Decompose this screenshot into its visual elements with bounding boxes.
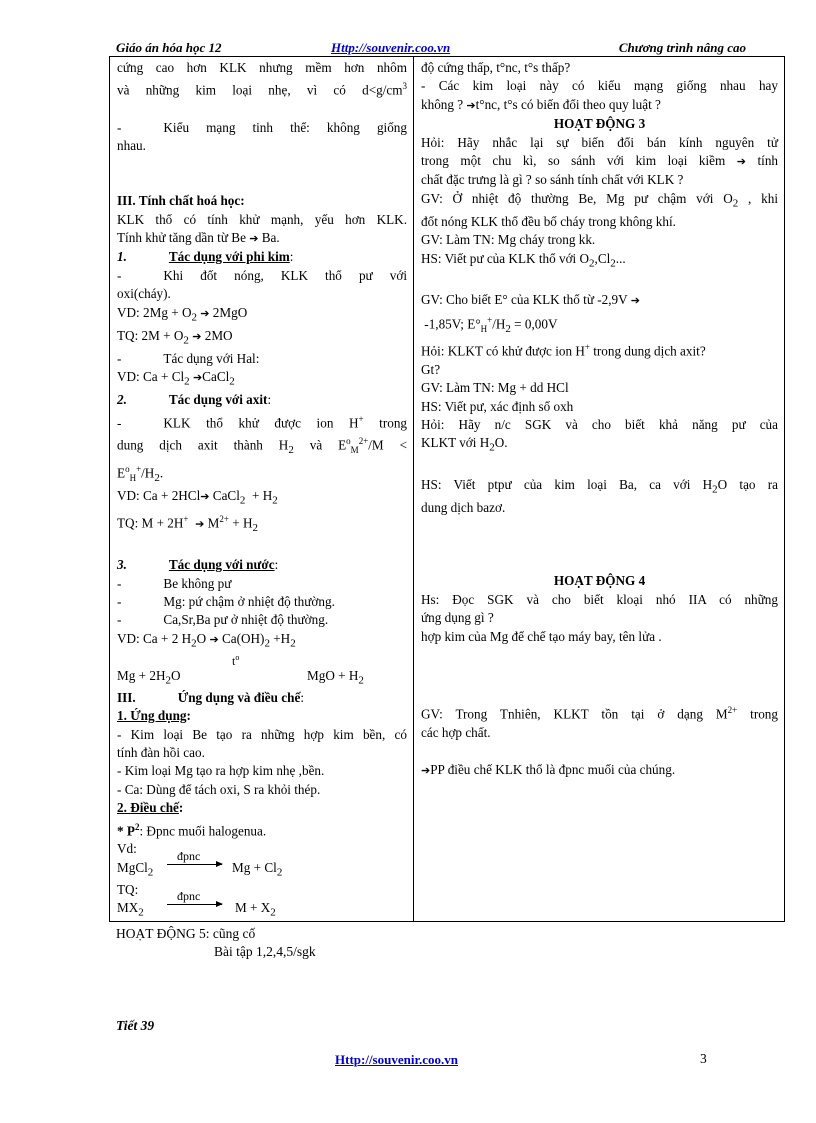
header-link[interactable]: Http://souvenir.coo.vn xyxy=(331,40,451,55)
text-line: - KLK thổ khử được ion H+ trong xyxy=(117,413,408,430)
list-item: - Mg: pứ chậm ở nhiệt độ thường. xyxy=(117,593,335,609)
equation: VD: $Ca + Cl_2$ ➔CaCl$_2$ xyxy=(117,369,235,388)
text-line: HS: Viết pư, xác định số oxh xyxy=(421,398,574,414)
equation: VD: $2Mg + O_2$ ➔ 2MgO xyxy=(117,304,248,324)
header-program: Chương trình nâng cao xyxy=(618,40,746,55)
subheading: 2. Điều chế: xyxy=(117,800,184,816)
subheading: 2. Tác dụng với axit: xyxy=(117,392,272,408)
text-line: ứng dụng gì ? xyxy=(421,610,494,626)
right-column xyxy=(414,57,785,922)
arrow-icon: ➔ xyxy=(192,330,202,343)
text-line: trong một chu kì, so sánh với kim loại kiềm ➔ tính xyxy=(421,153,779,169)
text-line: $E^o_H^+/H_2$. xyxy=(117,463,164,484)
header-title: Giáo án hóa học 12 xyxy=(116,40,222,55)
text-line: GV: Cho biết E° của KLK thổ từ -2,9V ➔ xyxy=(421,292,640,308)
text-line: -1,85V; $E^\circ_H^+/H_2 = 0,00V$ xyxy=(424,314,558,335)
arrow-icon: ➔ xyxy=(209,633,219,646)
text-line: không ? ➔t°nc, t°s có biến đổi theo quy luật ? xyxy=(421,96,661,112)
text-line: dung dịch axit thành $H_2$ và $E^o_M^{2+}/M$ < xyxy=(117,436,408,457)
text-line: các hợp chất. xyxy=(421,725,491,741)
activity-heading: HOẠT ĐỘNG 4 xyxy=(553,573,646,589)
text-line: - Khi đốt nóng, KLK thổ pư với xyxy=(117,267,407,283)
text-line: Hỏi: Hãy nhắc lại sự biến đổi bán kính nguyên tử xyxy=(421,134,778,150)
text-line: GV: Làm TN: Mg cháy trong kk. xyxy=(421,232,596,248)
text-line: nhau. xyxy=(117,138,146,153)
activity-heading: HOẠT ĐỘNG 3 xyxy=(553,116,646,132)
text-line: cứng cao hơn KLK nhưng mềm hơn nhôm xyxy=(117,60,407,75)
subheading: 1. Tác dụng với phi kim: xyxy=(117,249,294,265)
list-item: - Ca: Dùng để tách oxi, S ra khỏi thép. xyxy=(117,781,321,797)
text-line: KLK thổ có tính khử mạnh, yếu hơn KLK. xyxy=(117,211,407,227)
list-item: - Be không pư xyxy=(117,575,232,591)
section-heading: III. Tính chất hoá học: xyxy=(117,193,245,209)
arrow-icon: ➔ xyxy=(736,156,746,169)
equation: $MX_2$ đpnc $M + X_2$ xyxy=(117,889,276,919)
activity-5: HOẠT ĐỘNG 5: cũng cố xyxy=(116,926,256,941)
arrow-icon: ➔ xyxy=(421,764,431,777)
page-header xyxy=(116,40,746,56)
arrow-icon: ➔ xyxy=(200,491,210,504)
page-number: 3 xyxy=(700,1051,707,1066)
text-line: Tính khử tăng dần từ Be ➔ Ba. xyxy=(117,230,280,245)
text-line: dung dịch bazơ. xyxy=(421,499,506,515)
list-item: - Kim loại Mg tạo ra hợp kim nhẹ ,bền. xyxy=(117,763,325,779)
equation: TQ: M + 2H+ ➔ $M^{2+} + H_2$ xyxy=(117,514,258,535)
text-line: Hỏi: Hãy n/c SGK và cho biết khả năng pư của xyxy=(421,417,778,432)
text-line: HS: Viết ptpư của kim loại Ba, ca với $H_2O$ tạo ra xyxy=(421,476,778,496)
text-line: Gt? xyxy=(421,361,441,377)
footer-link[interactable]: Http://souvenir.coo.vn xyxy=(335,1052,459,1067)
lesson-number: Tiết 39 xyxy=(116,1018,155,1033)
text-line: GV: Ở nhiệt độ thường Be, Mg pư chậm với $O_2$ , khi xyxy=(421,190,778,210)
text-line: TQ: xyxy=(117,881,139,897)
text-line: GV: Trong Tnhiên, KLKT tồn tại ở dạng $M^{2+}$ trong xyxy=(421,705,778,722)
arrow-icon: ➔ xyxy=(466,99,476,112)
left-column xyxy=(110,57,414,922)
text-line: GV: Làm TN: Mg + dd HCl xyxy=(421,380,569,396)
equation: MgCl$_2$ đpnc $Mg + Cl_2$ xyxy=(117,848,283,879)
text-line: - Các kim loại này có kiểu mạng giống nhau hay xyxy=(421,78,778,94)
list-item: - Kim loại Be tạo ra những hợp kim bền, có xyxy=(117,726,407,742)
arrow-icon: ➔ xyxy=(630,295,640,308)
text-line: chất đặc trưng là gì ? so sánh tính chất với KLK ? xyxy=(421,172,684,188)
text-line: Vd: xyxy=(117,841,137,857)
list-item: - Ca,Sr,Ba pư ở nhiệt độ thường. xyxy=(117,612,329,628)
equation: VD: Ca + 2 $H_2O$ ➔ $Ca(OH)_2 +H_2$ xyxy=(117,630,296,650)
exercise-line: Bài tập 1,2,4,5/sgk xyxy=(214,944,316,959)
text-line: - Kiểu mạng tinh thể: không giống xyxy=(117,119,407,135)
equation: VD: Ca + 2HCl➔ CaCl$_2$ + $H_2$ xyxy=(117,488,278,507)
lesson-table xyxy=(109,56,785,922)
text-line: đốt nóng KLK thổ đều bố cháy trong không khí. xyxy=(421,213,676,229)
arrow-icon: ➔ xyxy=(195,518,205,531)
section-heading: III. Ứng dụng và điều chế: xyxy=(117,689,304,705)
text-line: oxi(cháy). xyxy=(117,286,171,302)
subheading: 3. Tác dụng với nước: xyxy=(117,557,279,573)
text-line: Hỏi: KLKT có khử được ion H+ trong dung dịch axit? xyxy=(421,341,706,359)
text-line: * $P^2$: Đpnc muối halogenua. xyxy=(117,821,267,839)
text-line: KLKT với $H_2O$. xyxy=(421,435,508,455)
text-line: hợp kim của Mg để chế tạo máy bay, tên lửa . xyxy=(421,628,662,644)
text-line: Hs: Đọc SGK và cho biết kloại nhó IIA có những xyxy=(421,591,778,607)
list-item: tính đàn hồi cao. xyxy=(117,745,205,761)
arrow-icon: ➔ xyxy=(200,307,210,320)
text-line: ➔PP điều chế KLK thổ là đpnc muối của chúng. xyxy=(421,761,676,777)
text-line: và những kim loại nhẹ, vì có $d<g/cm^3$ xyxy=(117,81,407,98)
text-line: HS: Viết pư của KLK thổ với $O_2,Cl_2$... xyxy=(421,250,626,270)
equation: $t^o$ $Mg + 2H_2O$ MgO + $H_2$ xyxy=(117,652,364,687)
arrow-icon: ➔ xyxy=(249,233,259,245)
text-line: - Tác dụng với Hal: xyxy=(117,350,260,366)
arrow-icon: ➔ xyxy=(192,372,203,385)
equation: TQ: $2M + O_2$ ➔ 2MO xyxy=(117,327,233,347)
subheading: 1. Ứng dụng: xyxy=(117,708,191,724)
text-line: độ cứng thấp, t°nc, t°s thấp? xyxy=(421,60,571,75)
